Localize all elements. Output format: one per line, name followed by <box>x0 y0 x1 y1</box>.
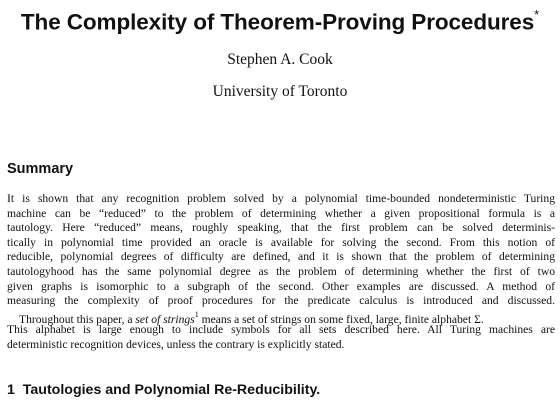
title-footnote-mark: * <box>534 7 540 22</box>
summary-line: tautologyhood has the same polynomial degree as the problem of determining whether the first of two <box>7 264 555 278</box>
paper-title <box>0 2 560 38</box>
p2-text-before: Throughout this paper, a <box>19 312 136 326</box>
summary-line: machine can be “reduced” to the problem of determining whether a given propositional formula is a <box>7 206 555 220</box>
summary-line: tically in polynomial time provided an oracle is available for solving the second. From this notion of <box>7 235 555 249</box>
summary-body <box>7 192 555 353</box>
author-name: Stephen A. Cook <box>227 51 333 68</box>
summary-line: given graphs is isomorphic to a subgraph of the second. Other examples are discussed. A method of <box>7 279 555 293</box>
summary-line: It is shown that any recognition problem solved by a polynomial time-bounded nondeterministic Turing <box>7 192 555 205</box>
summary-line: tautology. Here “reduced” means, roughly speaking, that the first problem can be solved determinis- <box>7 221 555 235</box>
section-number: 1 <box>7 382 15 398</box>
p2-text-after: means a set of strings on some fixed, large, finite alphabet Σ. <box>198 312 484 326</box>
footnote-mark-1: 1 <box>194 309 199 319</box>
paragraph2-line3: deterministic recognition devices, unless the contrary is explicitly stated. <box>7 337 345 351</box>
paragraph2-line2: This alphabet is large enough to include symbols for all sets described here. All Turing machines are <box>7 323 555 337</box>
section-title: Tautologies and Polynomial Re-Reducibility. <box>22 382 321 398</box>
summary-heading: Summary <box>7 161 74 177</box>
summary-line: measuring the complexity of proof procedures for the predicate calculus is introduced and discussed. <box>7 294 555 308</box>
author-affiliation: University of Toronto <box>212 83 348 100</box>
paragraph2-line1 <box>7 309 555 324</box>
section-1-heading <box>7 380 320 400</box>
p2-emphasis-set-of-strings: set of strings <box>135 312 195 326</box>
summary-line: reducible, polynomial degrees of difficulty are defined, and it is shown that the problem of determining <box>7 250 555 264</box>
paper-title-text: The Complexity of Theorem-Proving Procedures <box>20 9 535 35</box>
